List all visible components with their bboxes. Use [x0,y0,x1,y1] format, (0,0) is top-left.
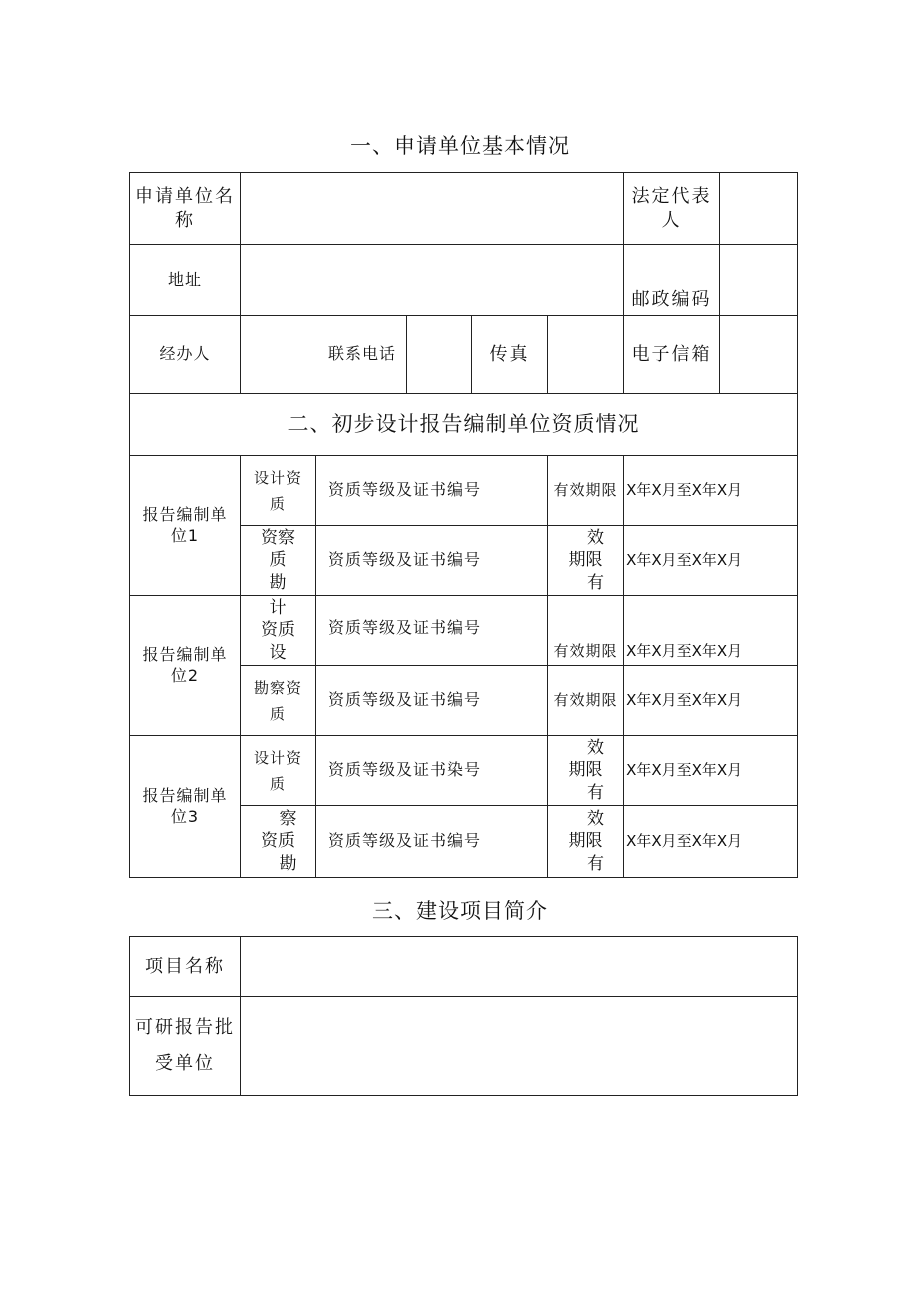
unit2-qual1-dates: X年X月至X年X月 [624,596,798,666]
approval-unit-field[interactable] [241,997,798,1096]
unit2-label: 报告编制单位2 [130,596,241,736]
unit1-qual1-dates: X年X月至X年X月 [624,456,798,526]
unit3-qual2-label: 察 资质 勘 [241,806,316,878]
unit1-qual1-cert-label: 资质等级及证书编号 [316,456,548,526]
unit-name-label: 申请单位名 称 [130,173,241,245]
unit2-qual2-dates: X年X月至X年X月 [624,666,798,736]
project-name-label: 项目名称 [130,937,241,997]
unit3-qual2-cert-label: 资质等级及证书编号 [316,806,548,878]
fax-field[interactable] [548,316,624,394]
unit1-qual1-validity-label: 有效期限 [548,456,624,526]
unit2-qual2-validity-label: 有效期限 [548,666,624,736]
unit1-qual2-dates: X年X月至X年X月 [624,526,798,596]
unit2-qual1-label: 计 资质 设 [241,596,316,666]
project-name-field[interactable] [241,937,798,997]
unit3-qual1-label: 设计资 质 [241,736,316,806]
unit3-qual1-validity-label: 效 期限 有 [548,736,624,806]
unit3-qual2-dates: X年X月至X年X月 [624,806,798,878]
handler-label: 经办人 [130,316,241,394]
fax-label: 传真 [472,316,548,394]
unit3-qual2-validity-label: 效 期限 有 [548,806,624,878]
unit1-qual2-cert-label: 资质等级及证书编号 [316,526,548,596]
email-field[interactable] [720,316,798,394]
legal-rep-label: 法定代表 人 [624,173,720,245]
section1-title: 一、申请单位基本情况 [350,134,570,158]
section3-title: 三、建设项目简介 [372,899,548,923]
unit3-qual1-cert-label: 资质等级及证书染号 [316,736,548,806]
unit1-qual2-validity-label: 效 期限 有 [548,526,624,596]
project-intro-table [129,936,798,1096]
email-label: 电子信箱 [624,316,720,394]
unit2-qual2-cert-label: 资质等级及证书编号 [316,666,548,736]
approval-unit-label: 可研报告批 受单位 [130,997,241,1096]
unit1-qual1-label: 设计资 质 [241,456,316,526]
unit3-qual1-dates: X年X月至X年X月 [624,736,798,806]
unit1-qual2-label: 资察 质 勘 [241,526,316,596]
unit2-qual2-label: 勘察资 质 [241,666,316,736]
section2-title: 二、初步设计报告编制单位资质情况 [130,394,798,456]
postal-code-field[interactable] [720,245,798,316]
unit1-label: 报告编制单位1 [130,456,241,596]
postal-code-label: 邮政编码 [624,245,720,316]
legal-rep-field[interactable] [720,173,798,245]
unit-name-field[interactable] [241,173,624,245]
phone-field[interactable] [407,316,472,394]
address-label: 地址 [130,245,241,316]
application-form-table [129,172,798,878]
address-field[interactable] [241,245,624,316]
unit2-qual1-cert-label: 资质等级及证书编号 [316,596,548,666]
phone-label: 联系电话 [241,316,407,394]
unit3-label: 报告编制单位3 [130,736,241,878]
unit2-qual1-validity-label: 有效期限 [548,596,624,666]
